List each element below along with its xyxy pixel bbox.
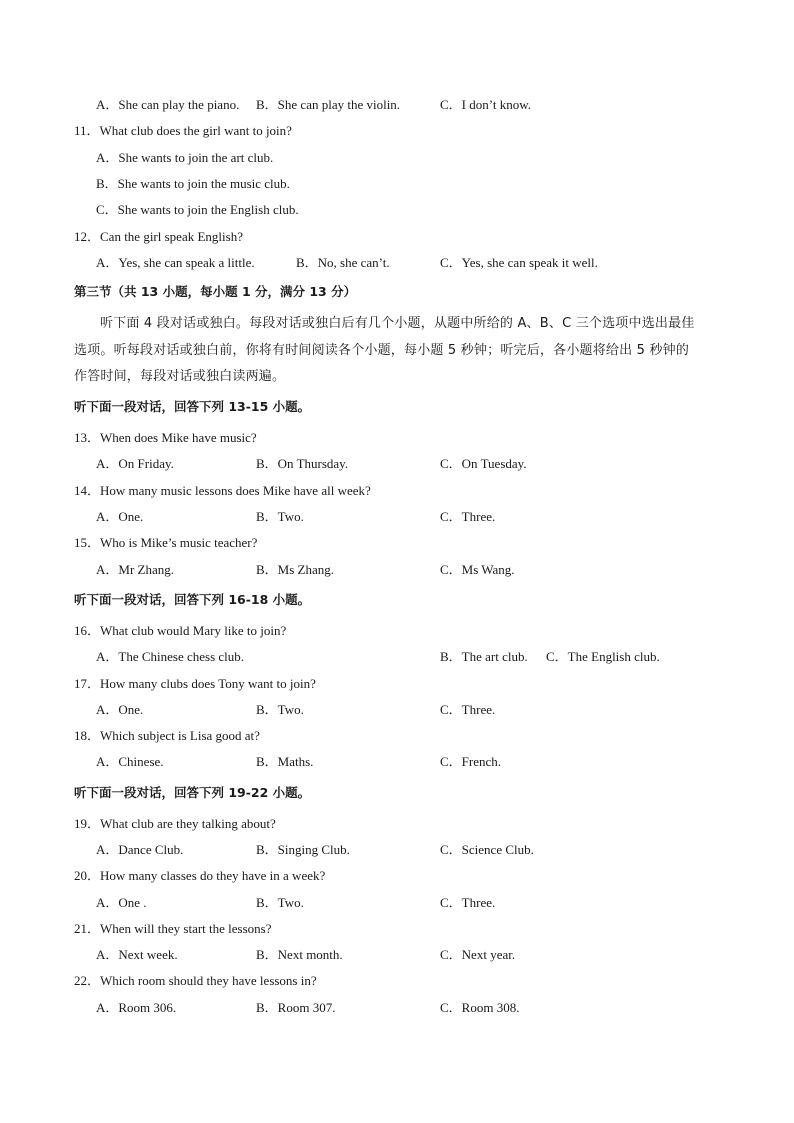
q11-stem: 11．What club does the girl want to join? bbox=[74, 123, 292, 138]
q13-option-a: A．On Friday. bbox=[96, 456, 174, 471]
q21-option-c: C．Next year. bbox=[440, 947, 516, 962]
q17-option-b: B．Two. bbox=[256, 702, 304, 717]
q15-option-b: B．Ms Zhang. bbox=[256, 562, 335, 577]
q20-option-b: B．Two. bbox=[256, 895, 304, 910]
section-instruction-line-1: 听下面 4 段对话或独白。每段对话或独白后有几个小题，从题中所给的 A、B、C 三个选项中选出最佳 bbox=[100, 316, 695, 331]
q13-option-b: B．On Thursday. bbox=[256, 456, 349, 471]
q14-option-a: A．One. bbox=[96, 509, 144, 524]
q12-option-b: B．No, she can’t. bbox=[296, 255, 390, 270]
q17-stem: 17．How many clubs does Tony want to join? bbox=[74, 676, 316, 691]
q17-option-a: A．One. bbox=[96, 702, 144, 717]
q11-option-c: C．She wants to join the English club. bbox=[96, 202, 299, 217]
q19-stem: 19．What club are they talking about? bbox=[74, 816, 276, 831]
q12-option-a: A．Yes, she can speak a little. bbox=[96, 255, 255, 270]
q21-option-b: B．Next month. bbox=[256, 947, 343, 962]
q15-stem: 15．Who is Mike’s music teacher? bbox=[74, 535, 258, 550]
section-instruction-line-2: 选项。听每段对话或独白前，你将有时间阅读各个小题，每小题 5 秒钟；听完后，各小题将给出 5 秒钟的 bbox=[74, 343, 690, 358]
q16-option-b: B．The art club. bbox=[440, 649, 528, 664]
group-heading-13-15: 听下面一段对话，回答下列 13-15 小题。 bbox=[74, 399, 311, 414]
q22-option-b: B．Room 307. bbox=[256, 1000, 336, 1015]
group-heading-19-22: 听下面一段对话，回答下列 19-22 小题。 bbox=[74, 785, 311, 800]
q13-option-c: C．On Tuesday. bbox=[440, 456, 527, 471]
q14-stem: 14．How many music lessons does Mike have all week? bbox=[74, 483, 371, 498]
q11-option-b: B．She wants to join the music club. bbox=[96, 176, 290, 191]
q21-option-a: A．Next week. bbox=[96, 947, 178, 962]
q10-option-c: C．I don’t know. bbox=[440, 97, 532, 112]
q15-option-c: C．Ms Wang. bbox=[440, 562, 515, 577]
q15-option-a: A．Mr Zhang. bbox=[96, 562, 174, 577]
q20-option-a: A．One . bbox=[96, 895, 147, 910]
q21-stem: 21．When will they start the lessons? bbox=[74, 921, 272, 936]
section-title: 第三节（共 13 小题，每小题 1 分，满分 13 分） bbox=[74, 284, 357, 299]
group-heading-16-18: 听下面一段对话，回答下列 16-18 小题。 bbox=[74, 592, 311, 607]
q11-option-a: A．She wants to join the art club. bbox=[96, 150, 274, 165]
q10-option-b: B．She can play the violin. bbox=[256, 97, 401, 112]
q20-option-c: C．Three. bbox=[440, 895, 496, 910]
q18-stem: 18．Which subject is Lisa good at? bbox=[74, 728, 260, 743]
q22-option-a: A．Room 306. bbox=[96, 1000, 177, 1015]
section-instruction-line-3: 作答时间，每段对话或独白读两遍。 bbox=[74, 369, 286, 384]
q16-option-c: C．The English club. bbox=[546, 649, 660, 664]
q14-option-b: B．Two. bbox=[256, 509, 304, 524]
q19-option-c: C．Science Club. bbox=[440, 842, 534, 857]
q16-stem: 16．What club would Mary like to join? bbox=[74, 623, 287, 638]
q19-option-b: B．Singing Club. bbox=[256, 842, 350, 857]
q16-option-a: A．The Chinese chess club. bbox=[96, 649, 245, 664]
q12-option-c: C．Yes, she can speak it well. bbox=[440, 255, 598, 270]
q20-stem: 20．How many classes do they have in a week? bbox=[74, 868, 326, 883]
q17-option-c: C．Three. bbox=[440, 702, 496, 717]
q18-option-c: C．French. bbox=[440, 754, 502, 769]
q22-option-c: C．Room 308. bbox=[440, 1000, 520, 1015]
q14-option-c: C．Three. bbox=[440, 509, 496, 524]
q22-stem: 22．Which room should they have lessons in? bbox=[74, 973, 317, 988]
q13-stem: 13．When does Mike have music? bbox=[74, 430, 257, 445]
q18-option-a: A．Chinese. bbox=[96, 754, 164, 769]
q18-option-b: B．Maths. bbox=[256, 754, 314, 769]
q12-stem: 12．Can the girl speak English? bbox=[74, 229, 243, 244]
q19-option-a: A．Dance Club. bbox=[96, 842, 184, 857]
q10-option-a: A．She can play the piano. bbox=[96, 97, 240, 112]
